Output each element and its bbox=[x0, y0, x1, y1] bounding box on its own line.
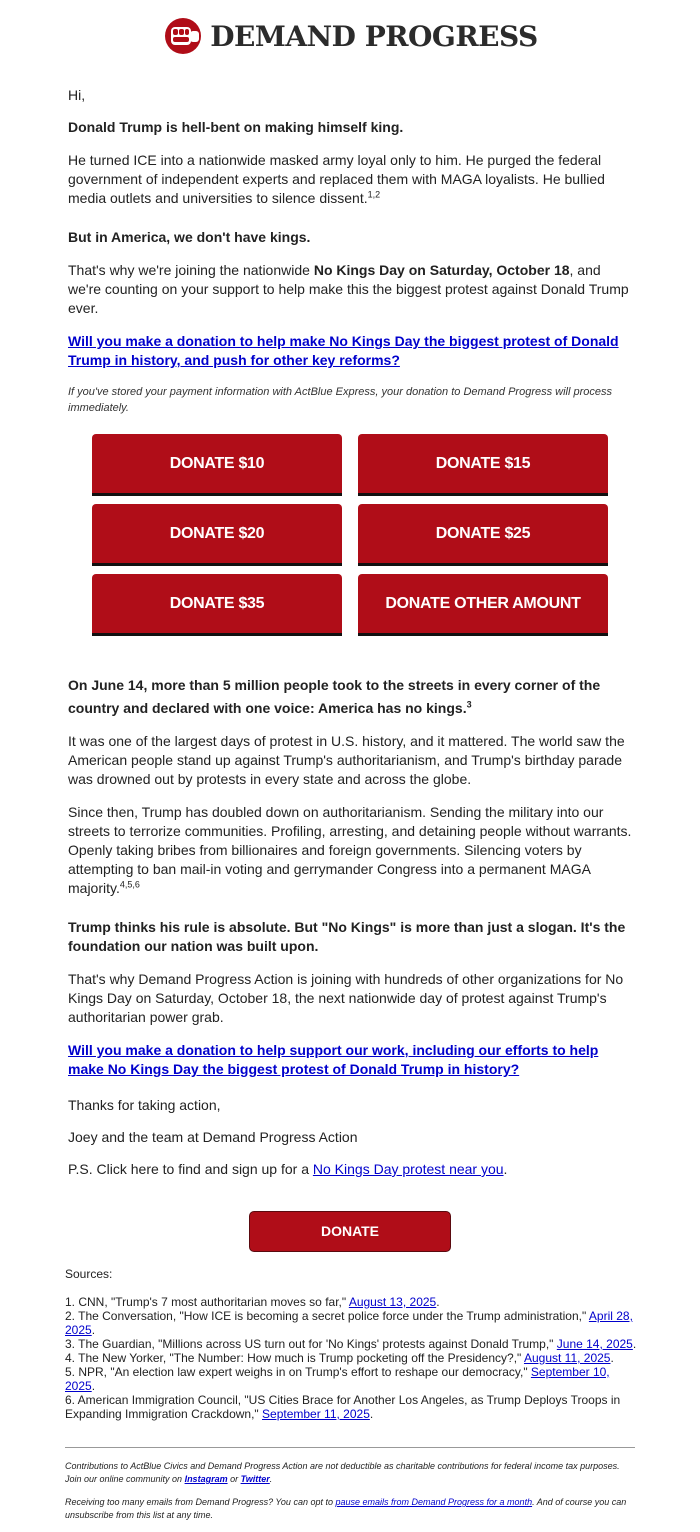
paragraph-2-text-b: , and we're counting on your support to help make this the biggest protest against Donald Trump ever. bbox=[68, 262, 629, 316]
donate-other-amount-button[interactable]: DONATE OTHER AMOUNT bbox=[358, 574, 608, 636]
brand-name: DEMAND PROGRESS bbox=[210, 19, 538, 53]
donate-35-button[interactable]: DONATE $35 bbox=[92, 574, 342, 636]
footnote-ref: 1,2 bbox=[367, 189, 381, 200]
source-date-link[interactable]: September 11, 2025 bbox=[262, 1407, 370, 1421]
signoff-text: Joey and the team at Demand Progress Action bbox=[68, 1129, 358, 1145]
source-end: . bbox=[91, 1379, 96, 1393]
actblue-note-text: If you've stored your payment information with ActBlue Express, your donation to Demand Progress will process immediately. bbox=[68, 386, 613, 414]
disclaimer-end: . bbox=[269, 1474, 273, 1484]
footnote-ref: 3 bbox=[466, 699, 472, 710]
thanks-text: Thanks for taking action, bbox=[68, 1097, 221, 1113]
source-text: 3. The Guardian, "Millions across US turn out for 'No Kings' protests against Donald Trump," bbox=[65, 1337, 557, 1351]
source-text: 1. CNN, "Trump's 7 most authoritarian moves so far," bbox=[65, 1295, 349, 1309]
source-end: . bbox=[610, 1351, 614, 1365]
donate-main-button[interactable]: DONATE bbox=[249, 1211, 451, 1252]
footer-divider bbox=[65, 1447, 635, 1448]
source-item bbox=[65, 1295, 637, 1309]
headline-4-text: Trump thinks his rule is absolute. But "No Kings" is more than just a slogan. It's the foundation our nation was built upon. bbox=[68, 919, 626, 954]
source-date-link[interactable]: September 10, 2025 bbox=[65, 1365, 610, 1393]
twitter-link[interactable]: Twitter bbox=[240, 1474, 270, 1484]
headline-3 bbox=[68, 674, 634, 720]
source-date-link[interactable]: April 28, 2025 bbox=[65, 1309, 633, 1337]
headline-1 bbox=[68, 118, 634, 137]
postscript bbox=[68, 1160, 634, 1179]
source-item bbox=[65, 1365, 637, 1393]
instagram-link[interactable]: Instagram bbox=[184, 1474, 228, 1484]
donate-10-button[interactable]: DONATE $10 bbox=[92, 434, 342, 496]
donate-25-button[interactable]: DONATE $25 bbox=[358, 504, 608, 566]
paragraph-5 bbox=[68, 970, 634, 1027]
signoff bbox=[68, 1128, 634, 1147]
headline-1-text: Donald Trump is hell-bent on making himself king. bbox=[68, 119, 404, 135]
source-item bbox=[65, 1337, 637, 1351]
headline-2 bbox=[68, 228, 634, 247]
paragraph-2-bold: No Kings Day on Saturday, October 18 bbox=[313, 262, 570, 278]
paragraph-5-text: That's why Demand Progress Action is joining with hundreds of other organizations for No Kings Day on Saturday, October 18, the next nationwide day of protest against Trump's authoritarian power grab. bbox=[68, 971, 624, 1025]
donate-15-button[interactable]: DONATE $15 bbox=[358, 434, 608, 496]
source-item bbox=[65, 1351, 637, 1365]
donate-20-button[interactable]: DONATE $20 bbox=[92, 504, 342, 566]
source-text: 6. American Immigration Council, "US Cities Brace for Another Los Angeles, as Trump Deploys Troops in Expanding Immigration Crackdown," bbox=[65, 1393, 621, 1421]
paragraph-1 bbox=[68, 151, 634, 208]
thanks bbox=[68, 1096, 634, 1115]
actblue-note bbox=[68, 384, 634, 416]
source-end: . bbox=[436, 1295, 440, 1309]
paragraph-1-text: He turned ICE into a nationwide masked army loyal only to him. He purged the federal government of independent experts and replaced them with MAGA loyalists. He bullied media outlets and universities to silence dissent. bbox=[68, 152, 605, 206]
paragraph-3-text: It was one of the largest days of protest in U.S. history, and it mattered. The world saw the American people stand up against Trump's authoritarianism, and Trump's birthday parade was drowned out by protests in every state and across the globe. bbox=[68, 733, 625, 787]
raised-fist-icon bbox=[162, 17, 204, 55]
source-text: 4. The New Yorker, "The Number: How much is Trump pocketing off the Presidency?," bbox=[65, 1351, 524, 1365]
headline-3-text: On June 14, more than 5 million people took to the streets in every corner of the country and declared with one voice: America has no kings. bbox=[68, 677, 601, 716]
paragraph-4-text: Since then, Trump has doubled down on authoritarianism. Sending the military into our streets to terrorize communities. Profiling, arresting, and detaining people without warrants. Openly taking bribes from billionaires and foreign governments. Silencing voters by attempting to ban mail-in voting and gerrymander Congress into a permanent MAGA majority. bbox=[68, 804, 632, 896]
sources-title-text: Sources: bbox=[65, 1267, 113, 1281]
paragraph-2 bbox=[68, 261, 634, 318]
sources-title bbox=[65, 1267, 637, 1281]
source-text: 5. NPR, "An election law expert weighs in on Trump's effort to reshape our democracy," bbox=[65, 1365, 531, 1379]
footnote-ref: 4,5,6 bbox=[119, 879, 140, 890]
source-item bbox=[65, 1393, 637, 1421]
postscript-text: P.S. Click here to find and sign up for a bbox=[68, 1161, 313, 1177]
source-end: . bbox=[632, 1337, 637, 1351]
paragraph-3 bbox=[68, 732, 634, 789]
greeting bbox=[68, 86, 634, 105]
donation-cta-link-2[interactable]: Will you make a donation to help support our work, including our efforts to help make No Kings Day the biggest protest of Donald Trump in history? bbox=[68, 1042, 599, 1077]
headline-2-text: But in America, we don't have kings. bbox=[68, 229, 311, 245]
sources-list bbox=[65, 1295, 637, 1421]
source-date-link[interactable]: August 13, 2025 bbox=[348, 1295, 437, 1309]
source-end: . bbox=[369, 1407, 374, 1421]
cta-block-1 bbox=[68, 332, 634, 370]
unsubscribe-text-end: . And of course you can unsubscribe from this list at any time. bbox=[65, 1497, 627, 1520]
footer-disclaimer bbox=[65, 1460, 637, 1486]
footer-unsubscribe bbox=[65, 1496, 637, 1522]
source-date-link[interactable]: August 11, 2025 bbox=[523, 1351, 611, 1365]
protest-near-you-link[interactable]: No Kings Day protest near you bbox=[312, 1161, 504, 1177]
disclaimer-or: or bbox=[227, 1474, 241, 1484]
donation-cta-link-1[interactable]: Will you make a donation to help make No Kings Day the biggest protest of Donald Trump in history, and push for other key reforms? bbox=[68, 333, 619, 368]
greeting-text: Hi, bbox=[68, 87, 86, 103]
postscript-end: . bbox=[503, 1161, 508, 1177]
brand-logo[interactable] bbox=[0, 16, 700, 56]
paragraph-4 bbox=[68, 803, 634, 898]
source-end: . bbox=[91, 1323, 96, 1337]
source-text: 2. The Conversation, "How ICE is becoming a secret police force under the Trump administration," bbox=[65, 1309, 589, 1323]
donate-button-grid bbox=[92, 434, 608, 634]
cta-block-2 bbox=[68, 1041, 634, 1079]
disclaimer-text: Contributions to ActBlue Civics and Demand Progress Action are not deductible as charitable contributions for federal income tax purposes. Join our online community on bbox=[65, 1461, 620, 1484]
headline-4 bbox=[68, 918, 634, 956]
unsubscribe-text: Receiving too many emails from Demand Progress? You can opt to bbox=[65, 1497, 336, 1507]
source-item bbox=[65, 1309, 637, 1337]
source-date-link[interactable]: June 14, 2025 bbox=[556, 1337, 633, 1351]
paragraph-2-text-a: That's why we're joining the nationwide bbox=[68, 262, 314, 278]
pause-emails-link[interactable]: pause emails from Demand Progress for a month bbox=[335, 1497, 533, 1507]
